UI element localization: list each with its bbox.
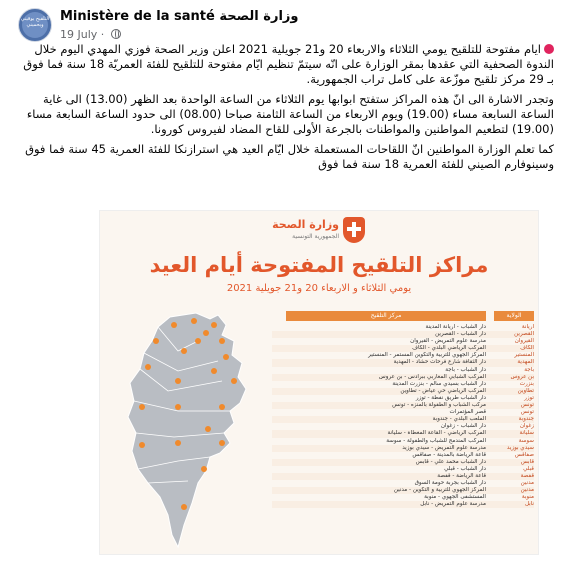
map-pin xyxy=(153,338,159,344)
header-governorate: الولاية xyxy=(494,311,534,321)
table-row xyxy=(272,459,534,466)
map-pin xyxy=(195,338,201,344)
post-paragraph-1 xyxy=(18,42,554,87)
center-cell: مدرسة علوم التمريض - سيدي بوزيد xyxy=(402,444,486,451)
governorate-cell: نابل xyxy=(524,501,534,508)
table-row xyxy=(272,381,534,388)
governorate-cell: مدنين xyxy=(520,487,534,494)
center-cell: المركب الرياضي - القاعة المغطاة - سليانة xyxy=(387,430,486,437)
table-rows xyxy=(272,324,534,508)
center-cell: دار الشباب - زغوان xyxy=(440,423,486,430)
post-header xyxy=(18,8,554,42)
table-row xyxy=(272,395,534,402)
globe-icon xyxy=(111,29,121,39)
governorate-cell: أريانة xyxy=(521,324,534,330)
logo-subtext: الجمهورية التونسية xyxy=(292,233,339,240)
table-row xyxy=(272,430,534,437)
governorate-cell: الكاف xyxy=(520,345,534,352)
table-row xyxy=(272,487,534,494)
governorate-cell: قبلي xyxy=(523,465,534,472)
map-pin xyxy=(201,466,207,472)
table-row xyxy=(272,480,534,487)
paragraph-text: ايام مفتوحة للتلقيح يومي الثلاثاء والاربعاء 20 و21 جويلية 2021 اعلن وزير الصحة فوزي المهدي اليوم خلال الندوة الصحفية التي عقدها بمقر الوزارة على انّه سيتمّ تنظيم ايّام مفتوحة للتلقيح للفئة العمريّة 18 سنة فما فوق بـ 29 مركز تلقيح موزّعة على كامل تراب الجمهورية. xyxy=(23,42,554,86)
map-pin xyxy=(219,404,225,410)
avatar-text: التلقيح يوقيني ويحميني xyxy=(20,16,50,28)
map-pin xyxy=(175,404,181,410)
map-pin xyxy=(219,338,225,344)
table-row xyxy=(272,324,534,331)
table-row xyxy=(272,388,534,395)
center-cell: دار الشباب - القصرين xyxy=(435,331,486,338)
center-cell: مدرسة علوم التمريض - نابل xyxy=(420,501,486,508)
center-cell: دار الشباب - قبلي xyxy=(444,465,486,472)
center-cell: الملعب البلدي - جندوبة xyxy=(432,416,486,423)
center-cell: مركب الشباب و الطفولة بالمنزه - تونس xyxy=(392,402,486,409)
map-pin xyxy=(231,378,237,384)
center-cell: دار الشباب محمد علي - قابس xyxy=(415,458,486,465)
governorate-cell: منوبة xyxy=(521,494,534,501)
center-cell: المركب المندمج للشباب والطفولة - سوسة xyxy=(386,437,486,444)
table-row xyxy=(272,367,534,374)
center-cell: المركب الرياضي البلدي - الكاف xyxy=(412,345,486,352)
map-pin xyxy=(219,440,225,446)
map-pin xyxy=(211,368,217,374)
center-cell: دار الشباب بسيدي سالم - بنزرت المدينة xyxy=(392,380,486,387)
table-row xyxy=(272,345,534,352)
post-paragraph-2: وتجدر الاشارة الى انّ هذه المراكز ستفتح ابوابها يوم الثلاثاء من الساعة الواحدة بعد الظهر (13.00) الى غاية الساعة السابعة مساء (19.00) ويوم الاربعاء من الساعة الثامنة صباحا (08.00) الى حدود الساعة السابعة مساء (19.00) لتطعيم المواطنين والمواطنات بالجرعة الأولى للقاح المضاد لفيروس كورونا. xyxy=(26,92,554,136)
governorate-cell: القصرين xyxy=(514,331,534,338)
table-row xyxy=(272,445,534,452)
header-center: مركز التلقيح xyxy=(286,311,486,321)
table-row xyxy=(272,452,534,459)
center-cell: المستشفى الجهوي - منوبة xyxy=(424,494,486,501)
tunisia-map xyxy=(118,311,268,551)
table-row xyxy=(272,473,534,480)
governorate-cell: بنزرت xyxy=(519,380,534,387)
table-row xyxy=(272,374,534,381)
governorate-cell: سوسة xyxy=(518,437,534,444)
post-date[interactable]: 19 July xyxy=(60,28,98,41)
table-row xyxy=(272,331,534,338)
map-pin xyxy=(181,504,187,510)
table-row xyxy=(272,501,534,508)
map-pin xyxy=(139,404,145,410)
table-row xyxy=(272,466,534,473)
post-paragraph-3: كما تعلم الوزارة المواطنين انّ اللقاحات المستعملة خلال ايّام العيد هي استرازنكا للفئة العمرية 45 سنة فما فوق وسينوفارم الصيني للفئة العمرية 18 سنة فما فوق xyxy=(25,142,554,171)
governorate-cell: المهدية xyxy=(517,359,534,366)
governorate-cell: قابس xyxy=(520,458,534,465)
tunisia-map-shape xyxy=(128,313,246,547)
table-row xyxy=(272,409,534,416)
table-row xyxy=(272,416,534,423)
governorate-cell: زغوان xyxy=(519,423,534,430)
center-cell: دار الشباب طريق نفطة - توزر xyxy=(415,394,486,401)
center-cell: مدرسة علوم التمريض - القيروان xyxy=(410,338,486,345)
center-cell: قصر المؤتمرات xyxy=(449,409,486,416)
governorate-cell: تطاوين xyxy=(517,387,534,394)
map-pin xyxy=(139,442,145,448)
governorate-cell: باجة xyxy=(524,366,534,373)
governorate-cell: تونس xyxy=(520,409,534,416)
governorate-cell: القيروان xyxy=(514,338,534,345)
centers-table xyxy=(272,311,534,553)
center-cell: قاعة الرياضة بالمدينة - صفاقس xyxy=(412,451,486,458)
post-meta: 19 July · xyxy=(60,28,121,41)
post-image[interactable] xyxy=(99,210,539,555)
table-row xyxy=(272,423,534,430)
center-cell: دار الشباب - أريانة المدينة xyxy=(425,324,486,330)
governorate-cell: تونس xyxy=(520,402,534,409)
image-title: مراكز التلقيح المفتوحة أيام العيد xyxy=(149,253,489,277)
governorate-cell: سليانة xyxy=(519,430,534,437)
center-cell: دار الثقافة شارع فرحات حشاد - المهدية xyxy=(393,359,486,366)
center-cell: دار الشباب - باجة xyxy=(445,366,486,373)
page-avatar[interactable] xyxy=(18,8,52,42)
map-pin xyxy=(175,378,181,384)
center-cell: المركز الجهوي للتربية و التكوين - مدنين xyxy=(393,487,486,494)
table-row xyxy=(272,402,534,409)
post-text xyxy=(18,42,554,177)
center-cell: المركب الرياضي حي عياض - تطاوين xyxy=(400,387,486,394)
center-cell: المركب الشبابي المغاربي ببرادس - بن عروس xyxy=(378,373,486,380)
map-pin xyxy=(223,354,229,360)
governorate-cell: المنستير xyxy=(514,352,534,359)
governorate-cell: توزر xyxy=(524,394,534,401)
governorate-cell: مدنين xyxy=(520,480,534,487)
map-pin xyxy=(171,322,177,328)
red-circle-icon xyxy=(544,44,554,54)
center-cell: دار الشباب بجربة حومة السوق xyxy=(414,480,486,487)
governorate-cell: جندوبة xyxy=(518,416,534,423)
governorate-cell: قفصة xyxy=(520,472,534,479)
map-pin xyxy=(191,318,197,324)
map-pin xyxy=(205,426,211,432)
table-row xyxy=(272,352,534,359)
table-row xyxy=(272,359,534,366)
center-cell: المركز الجهوي للتربية والتكوين المستمر - المنستير xyxy=(368,352,486,359)
map-pin xyxy=(211,322,217,328)
table-row xyxy=(272,494,534,501)
governorate-cell: صفاقس xyxy=(514,451,534,458)
map-pin xyxy=(181,348,187,354)
governorate-cell: سيدي بوزيد xyxy=(506,444,534,451)
page-name[interactable] xyxy=(60,9,298,24)
ministry-logo xyxy=(272,215,365,249)
table-row xyxy=(272,338,534,345)
page-name-link[interactable]: Ministère de la santé وزارة الصحة xyxy=(60,9,299,24)
table-row xyxy=(272,438,534,445)
table-header xyxy=(272,311,534,321)
image-subtitle: يومي الثلاثاء و الاربعاء 20 و21 جويلية 2021 xyxy=(226,283,412,294)
health-cross-icon xyxy=(343,217,365,243)
center-cell: قاعة الرياضة - قفصة xyxy=(437,472,486,479)
map-pin xyxy=(175,440,181,446)
map-pin xyxy=(145,364,151,370)
governorate-cell: بن عروس xyxy=(510,373,534,380)
map-pin xyxy=(203,330,209,336)
logo-text: وزارة الصحة xyxy=(272,218,339,231)
